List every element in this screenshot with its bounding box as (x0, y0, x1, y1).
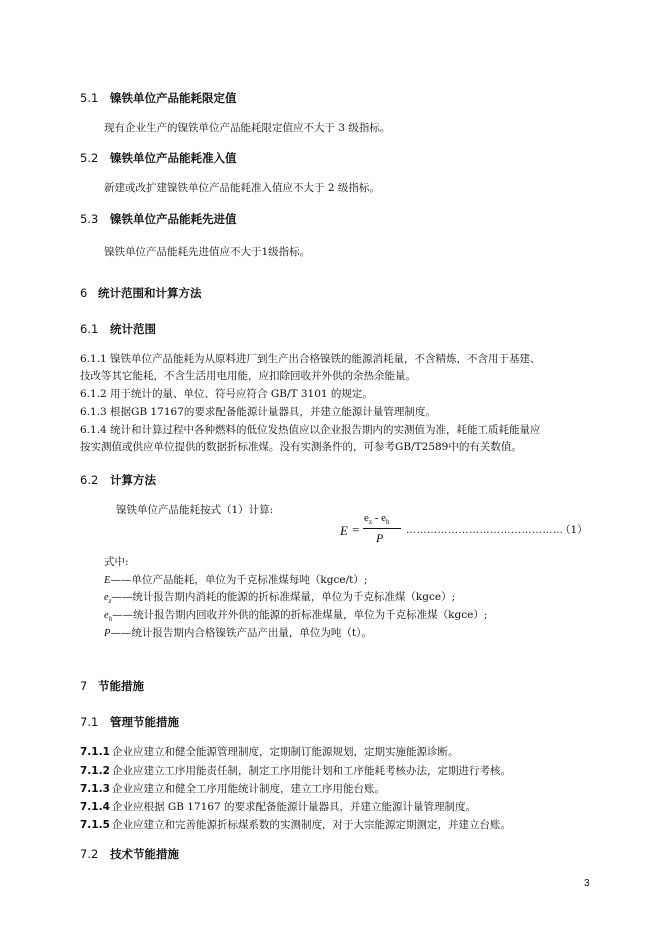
chapter-number: 6 (80, 286, 88, 300)
page-number: 3 (584, 878, 590, 889)
clause-line: 6.1.1 镍铁单位产品能耗为从原料进厂到生产出合格镍铁的能源消耗量，不含精炼，不含用于基建、 (80, 353, 541, 365)
section-number: 5.1 (80, 91, 99, 105)
section-title: 管理节能措施 (110, 715, 179, 729)
chapter-6-heading (80, 285, 202, 301)
equation-number: （1） (560, 524, 588, 536)
section-5-2-heading (80, 150, 237, 166)
formula-leader-dots: ……………………………………… (406, 525, 564, 536)
chapter-title: 统计范围和计算方法 (98, 286, 202, 300)
section-title: 镍铁单位产品能耗准入值 (110, 151, 237, 165)
section-5-3-text: 镍铁单位产品能耗先进值应不大于1级指标。 (104, 246, 311, 258)
section-6-1-heading (80, 321, 156, 337)
formula-intro: 镍铁单位产品能耗按式（1）计算: (116, 504, 274, 516)
formula-1 (340, 512, 588, 552)
formula-equals: = (352, 522, 360, 537)
section-7-1-heading (80, 714, 179, 730)
section-number: 5.2 (80, 151, 99, 165)
section-6-2-heading (80, 472, 156, 488)
list-item: 7.1.4 企业应根据 GB 17167 的要求配备能源计量器具，并建立能源计量管理制度。 (80, 801, 477, 813)
section-number: 7.1 (80, 715, 99, 729)
clause-line: 6.1.4 统计和计算过程中各种燃料的低位发热值应以企业报告期内的实测值为准，耗能工质耗能量应 (80, 424, 541, 436)
definition-eh: $e_h——$统计报告期内回收并外供的能源的折标准煤量，单位为千克标准煤（kgce）; (104, 609, 488, 624)
list-item: 7.1.1 企业应建立和健全能源管理制度，定期制订能源规划，定期实施能源诊断。 (80, 746, 459, 758)
section-number: 6.2 (80, 473, 99, 487)
section-5-1-heading (80, 90, 237, 106)
section-number: 7.2 (80, 847, 99, 861)
definition-P: P——统计报告期内合格镍铁产品产出量，单位为吨（t）。 (104, 627, 372, 639)
section-number: 5.3 (80, 212, 99, 226)
section-title: 统计范围 (110, 322, 156, 336)
clause-line: 按实测值或供应单位提供的数据折标准煤。没有实测条件的，可参考GB/T2589中的有关数值。 (80, 441, 522, 453)
section-7-2-heading (80, 846, 179, 862)
list-item: 7.1.3 企业应建立和健全工序用能统计制度，建立工序用能台账。 (80, 783, 385, 795)
formula-numerator: $e_z - e_h$ (364, 512, 390, 527)
section-5-3-heading (80, 211, 237, 227)
chapter-title: 节能措施 (98, 679, 144, 693)
fraction-bar (363, 528, 401, 529)
clause-line: 6.1.2 用于统计的量、单位、符号应符合 GB/T 3101 的规定。 (80, 388, 373, 400)
section-number: 6.1 (80, 322, 99, 336)
section-title: 计算方法 (110, 473, 156, 487)
chapter-number: 7 (80, 679, 88, 693)
definition-E: E——单位产品能耗，单位为千克标准煤每吨（kgce/t）; (104, 574, 368, 586)
section-title: 镍铁单位产品能耗先进值 (110, 212, 237, 226)
section-title: 技术节能措施 (110, 847, 179, 861)
section-title: 镍铁单位产品能耗限定值 (110, 91, 237, 105)
section-5-2-text: 新建或改扩建镍铁单位产品能耗准入值应不大于 2 级指标。 (104, 182, 380, 194)
clause-line: 技改等其它能耗，不含生活用电用能，应扣除回收并外供的余热余能量。 (80, 370, 416, 382)
formula-lhs: E (340, 523, 348, 538)
where-label: 式中: (104, 556, 129, 568)
definition-ez: $e_z——$统计报告期内消耗的能源的折标准煤量，单位为千克标准煤（kgce）; (104, 591, 456, 606)
formula-denominator: P (376, 531, 384, 545)
list-item: 7.1.5 企业应建立和完善能源折标煤系数的实测制度，对于大宗能源定期测定，并建立台账。 (80, 819, 511, 831)
section-5-1-text: 现有企业生产的镍铁单位产品能耗限定值应不大于 3 级指标。 (104, 122, 391, 134)
list-item: 7.1.2 企业应建立工序用能责任制，制定工序用能计划和工序能耗考核办法，定期进行考核。 (80, 765, 511, 777)
clause-line: 6.1.3 根据GB 17167的要求配备能源计量器具，并建立能源计量管理制度。 (80, 406, 436, 418)
chapter-7-heading (80, 678, 144, 694)
